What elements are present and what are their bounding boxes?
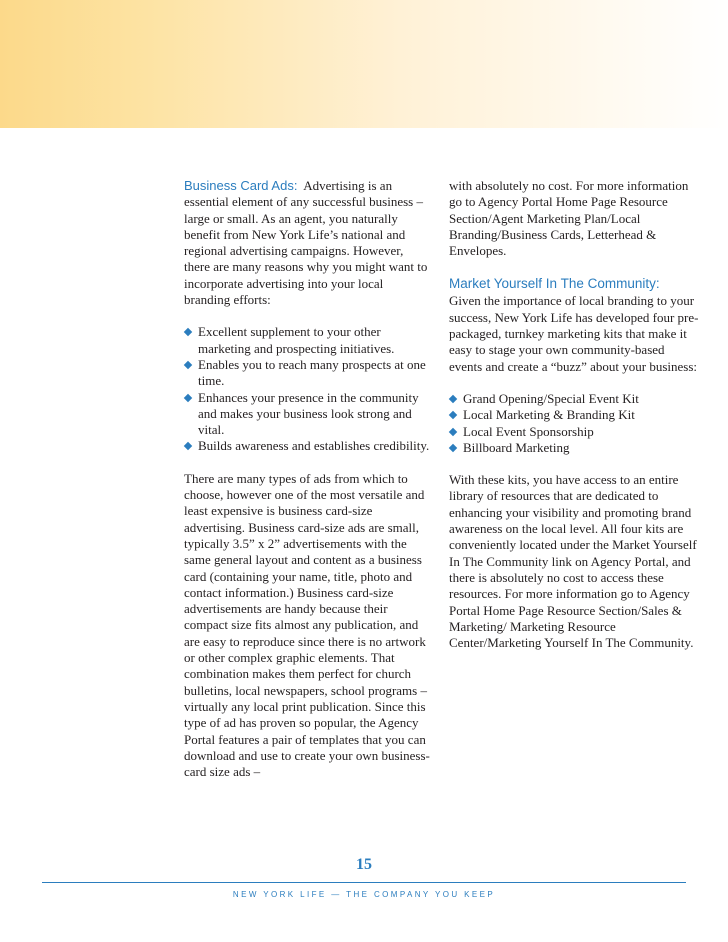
list-item: Local Event Sponsorship xyxy=(449,424,699,440)
diamond-bullet-icon xyxy=(449,411,458,420)
diamond-bullet-icon xyxy=(449,395,458,404)
list-item: Enhances your presence in the community and makes your business look strong and vital. xyxy=(184,390,432,439)
footer-divider xyxy=(42,882,686,883)
business-card-ads-paragraph xyxy=(184,178,432,308)
list-item: Local Marketing & Branding Kit xyxy=(449,407,699,423)
business-card-ads-intro: Advertising is an essential element of any successful business – large or small. As an agent, you naturally benefit from New York Life’s national and regional advertising campaigns. However, there are many reasons why you might want to incorporate advertising into your local branding efforts: xyxy=(184,178,428,308)
list-item: Excellent supplement to your other marketing and prospecting initiatives. xyxy=(184,324,432,357)
diamond-bullet-icon xyxy=(449,444,458,453)
list-item: Enables you to reach many prospects at one time. xyxy=(184,357,432,390)
market-yourself-intro: Given the importance of local branding to your success, New York Life has developed four pre-packaged, turnkey marketing kits that make it easy to stage your own community-based events and create a “buzz” about your business: xyxy=(449,293,699,374)
list-item: Grand Opening/Special Event Kit xyxy=(449,391,699,407)
ad-types-paragraph: There are many types of ads from which to choose, however one of the most versatile and least expensive is business card-size advertising. Business card-size ads are small, typically 3.5” x 2” advertisements with the same general layout and content as a business card (containing your name, title, photo and contact information.) Business card-size advertisements are handy because their compact size fits almost any publication, and are easy to reproduce since there is no artwork or other complex graphic elements. That combination makes them perfect for church bulletins, local newspapers, school programs – virtually any local print publication. Since this type of ad has proven so popular, the Agency Portal features a pair of templates that you can download and use to create your own business-card size ads – xyxy=(184,470,430,780)
market-yourself-heading: Market Yourself In The Community: xyxy=(449,276,660,292)
kits-list xyxy=(449,391,699,456)
diamond-bullet-icon xyxy=(184,361,193,370)
left-column xyxy=(184,178,432,780)
page-number: 15 xyxy=(356,856,372,873)
benefits-list xyxy=(184,324,432,454)
diamond-bullet-icon xyxy=(449,428,458,437)
diamond-bullet-icon xyxy=(184,328,193,337)
diamond-bullet-icon xyxy=(184,442,193,451)
right-column xyxy=(449,178,699,651)
header-gradient-band xyxy=(0,0,728,128)
list-item: Builds awareness and establishes credibility. xyxy=(184,438,432,454)
business-card-ads-heading: Business Card Ads: xyxy=(184,178,298,193)
footer-tagline: NEW YORK LIFE — THE COMPANY YOU KEEP xyxy=(232,890,496,899)
kits-body-paragraph: With these kits, you have access to an entire library of resources that are dedicated to enhancing your visibility and promoting brand awareness on the local level. All four kits are conveniently located under the Market Yourself In The Community link on Agency Portal, and there is absolutely no cost to access these resources. For more information go to Agency Portal Home Page Resource Section/Sales & Marketing/ Marketing Resource Center/Marketing Yourself In The Community. xyxy=(449,472,697,651)
continuation-paragraph: with absolutely no cost. For more information go to Agency Portal Home Page Resource Section/Agent Marketing Plan/Local Branding/Business Cards, Letterhead & Envelopes. xyxy=(449,178,689,259)
list-item: Billboard Marketing xyxy=(449,440,699,456)
diamond-bullet-icon xyxy=(184,394,193,403)
